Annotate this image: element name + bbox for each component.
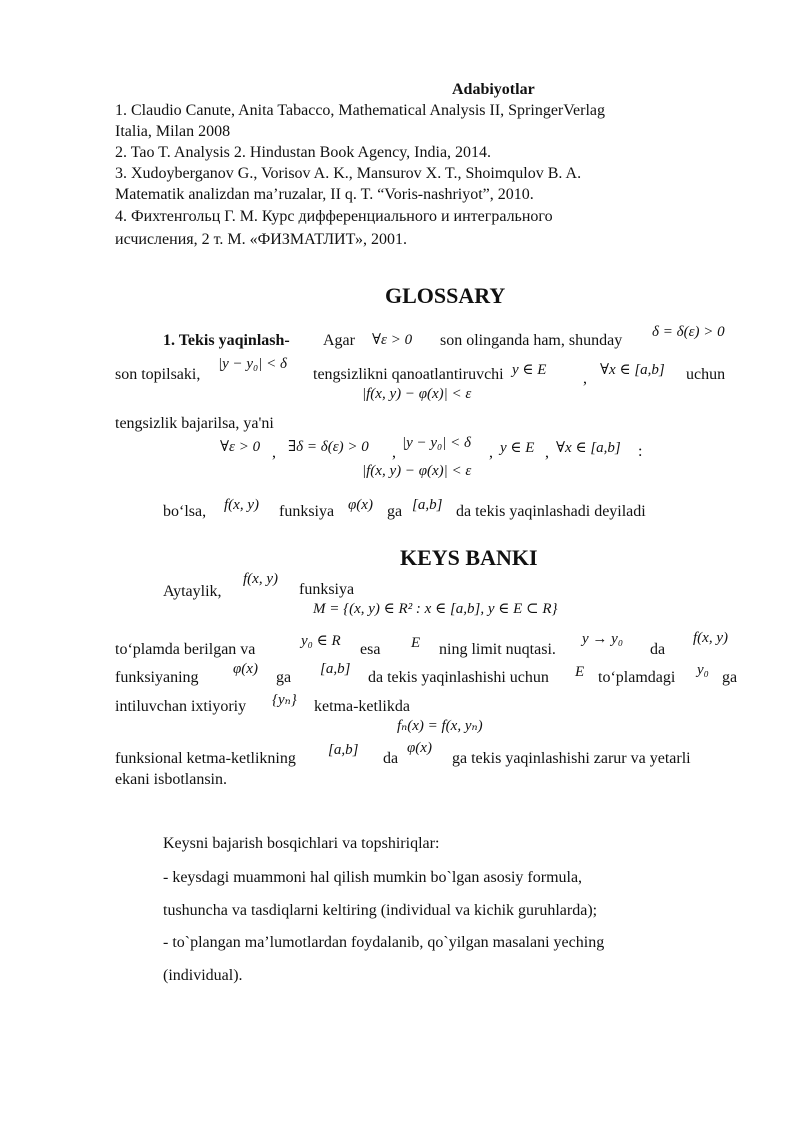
reference-line: 4. Фихтенгольц Г. М. Курс дифференциального и интегрального (115, 208, 553, 225)
reference-line: 2. Tao T. Analysis 2. Hindustan Book Agency, India, 2014. (115, 144, 492, 161)
formula: δ = δ(ε) > 0 (652, 324, 725, 340)
text: esa (360, 641, 381, 658)
text: tengsizlik bajarilsa, ya'ni (115, 415, 274, 432)
task-line: (individual). (163, 967, 243, 984)
text: Aytaylik, (163, 583, 222, 600)
formula: ∀ε > 0 (220, 439, 261, 455)
text: da tekis yaqinlashishi uchun (368, 669, 549, 686)
formula: ∀x ∈ [a,b] (556, 440, 621, 456)
formula: {yₙ} (272, 692, 297, 708)
reference-line: 1. Claudio Canute, Anita Tabacco, Mathematical Analysis II, SpringerVerlag (115, 102, 606, 119)
text: to‘plamda berilgan va (115, 641, 256, 658)
formula: |y − y₀| < δ (402, 435, 471, 451)
formula: E (575, 664, 585, 680)
text: ga (387, 503, 403, 520)
glossary-term: 1. Tekis yaqinlash- (163, 332, 290, 349)
formula: |f(x, y) − φ(x)| < ε (362, 386, 472, 402)
formula: M = {(x, y) ∈ R² : x ∈ [a,b], y ∈ E ⊂ R} (313, 601, 558, 617)
text: intiluvchan ixtiyoriy (115, 698, 247, 715)
formula: f(x, y) (224, 497, 259, 513)
text: ga (276, 669, 292, 686)
text: uchun (686, 366, 726, 383)
formula: ∀ε > 0 (372, 332, 413, 348)
text: da tekis yaqinlashadi deyiladi (456, 503, 646, 520)
formula: φ(x) (233, 661, 258, 677)
formula: [a,b] (320, 661, 351, 677)
formula: y₀ ∈ R (301, 633, 341, 649)
formula: [a,b] (328, 742, 359, 758)
reference-line: Italia, Milan 2008 (115, 123, 231, 140)
comma: , (272, 444, 276, 461)
text: son olinganda ham, shunday (440, 332, 623, 349)
comma: , (583, 370, 587, 387)
comma: , (392, 444, 396, 461)
text: tengsizlikni qanoatlantiruvchi (313, 366, 504, 383)
formula: |f(x, y) − φ(x)| < ε (362, 463, 472, 479)
text: funksiyaning (115, 669, 199, 686)
colon: : (638, 443, 643, 460)
task-line: tushuncha va tasdiqlarni keltiring (individual va kichik guruhlarda); (163, 902, 598, 919)
text: Agar (323, 332, 355, 349)
reference-line: 3. Xudoyberganov G., Vorisov A. K., Mansurov X. T., Shoimqulov B. A. (115, 165, 582, 182)
tasks-title: Keysni bajarish bosqichlari va topshiriqlar: (163, 835, 440, 852)
reference-line: исчисления, 2 т. М. «ФИЗМАТЛИТ», 2001. (115, 231, 407, 248)
text: funksiya (299, 581, 355, 598)
glossary-heading: GLOSSARY (385, 283, 506, 308)
formula: f(x, y) (243, 571, 278, 587)
keys-heading: KEYS BANKI (400, 545, 538, 570)
formula: f(x, y) (693, 630, 728, 646)
references-heading: Adabiyotlar (452, 81, 535, 98)
text: son topilsaki, (115, 366, 201, 383)
text: ekani isbotlansin. (115, 771, 227, 788)
formula: [a,b] (412, 497, 443, 513)
text: bo‘lsa, (163, 503, 207, 520)
text: ga tekis yaqinlashishi zarur va yetarli (452, 750, 691, 767)
task-line: - to`plangan ma’lumotlardan foydalanib, qo`yilgan masalani yeching (163, 934, 605, 951)
formula: E (411, 635, 421, 651)
formula: φ(x) (407, 740, 432, 756)
text: funksiya (279, 503, 335, 520)
text: da (650, 641, 666, 658)
formula: ∀x ∈ [a,b] (600, 362, 665, 378)
text: da (383, 750, 399, 767)
text: ning limit nuqtasi. (439, 641, 556, 658)
formula: |y − y₀| < δ (218, 356, 287, 372)
text: ketma-ketlikda (314, 698, 410, 715)
comma: , (489, 444, 493, 461)
reference-line: Matematik analizdan ma’ruzalar, II q. T. “Voris-nashriyot”, 2010. (115, 186, 534, 203)
comma: , (545, 444, 549, 461)
text: to‘plamdagi (598, 669, 676, 686)
formula: y ∈ E (512, 362, 547, 378)
task-line: - keysdagi muammoni hal qilish mumkin bo`lgan asosiy formula, (163, 869, 583, 886)
formula: y₀ (697, 662, 709, 678)
text: ga (722, 669, 738, 686)
formula: ∃δ = δ(ε) > 0 (288, 439, 369, 455)
text: funksional ketma-ketlikning (115, 750, 296, 767)
formula: φ(x) (348, 497, 373, 513)
formula: y → y₀ (582, 631, 624, 647)
formula: y ∈ E (500, 440, 535, 456)
formula: fₙ(x) = f(x, yₙ) (397, 718, 483, 734)
